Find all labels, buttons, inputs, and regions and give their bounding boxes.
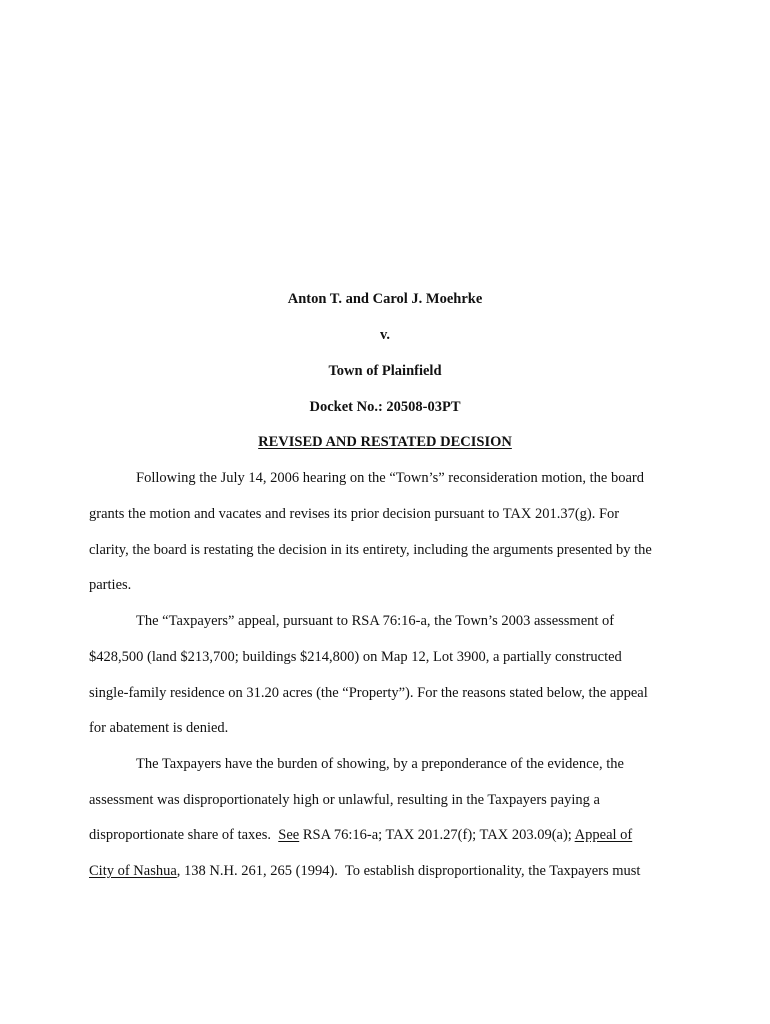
paragraph-3-line-1: The Taxpayers have the burden of showing, by a preponderance of the evidence, the xyxy=(136,756,624,772)
citation-text: RSA 76:16-a; TAX 201.27(f); TAX 203.09(a); xyxy=(299,827,575,843)
paragraph-2-line-4: for abatement is denied. xyxy=(89,720,229,736)
versus-label: v. xyxy=(379,327,391,343)
respondent-name: Town of Plainfield xyxy=(328,363,442,379)
decision-title xyxy=(0,432,770,452)
case-name-part-2: City of Nashua xyxy=(89,863,177,879)
paragraph-1-line-4: parties. xyxy=(89,577,132,593)
docket-number: Docket No.: 20508-03PT xyxy=(309,399,461,415)
paragraph-3-line-3-text: disproportionate share of taxes. xyxy=(89,827,279,843)
paragraph-2-line-3: single-family residence on 31.20 acres (the “Property”). For the reasons stated below, the appeal xyxy=(89,685,648,701)
case-name-part-1: Appeal of xyxy=(574,827,633,843)
petitioners-name: Anton T. and Carol J. Moehrke xyxy=(287,291,483,307)
paragraph-3-line-3 xyxy=(89,825,632,845)
paragraph-3-line-2: assessment was disproportionately high or unlawful, resulting in the Taxpayers paying a xyxy=(89,792,600,808)
paragraph-1-line-3: clarity, the board is restating the decision in its entirety, including the arguments presented by the xyxy=(89,542,652,558)
see-signal: See xyxy=(278,827,300,843)
paragraph-2-line-2: $428,500 (land $213,700; buildings $214,800) on Map 12, Lot 3900, a partially constructed xyxy=(89,649,622,665)
paragraph-1-line-2: grants the motion and vacates and revises its prior decision pursuant to TAX 201.37(g). For xyxy=(89,506,620,522)
paragraph-2-line-1: The “Taxpayers” appeal, pursuant to RSA 76:16-a, the Town’s 2003 assessment of xyxy=(136,613,615,629)
paragraph-1-line-1: Following the July 14, 2006 hearing on the “Town’s” reconsideration motion, the board xyxy=(136,470,645,486)
case-citation-text: , 138 N.H. 261, 265 (1994). To establish disproportionality, the Taxpayers must xyxy=(176,863,641,879)
decision-title-text: REVISED AND RESTATED DECISION xyxy=(258,434,512,450)
paragraph-3-line-4 xyxy=(89,861,640,881)
